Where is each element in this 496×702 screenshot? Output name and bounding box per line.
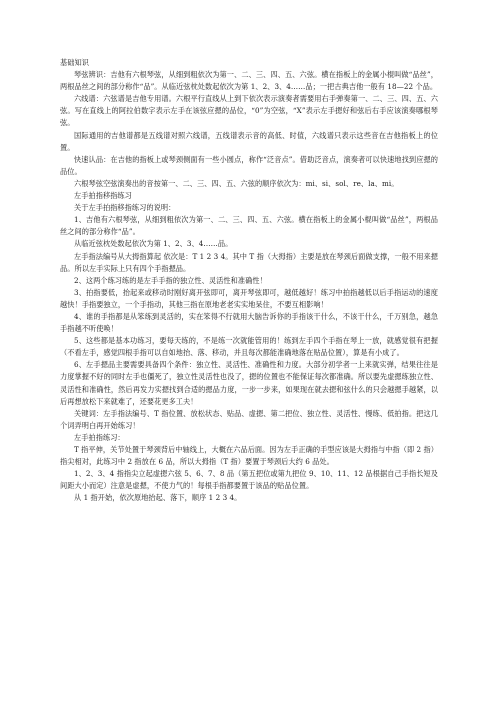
paragraph: 从 1 指开始，依次原地抬起、落下，顺序 1 2 3 4。	[74, 493, 242, 503]
paragraph: 左手拍指练习：	[74, 432, 125, 442]
paragraph: 左手拍指移指练习	[74, 191, 132, 201]
paragraph: 5、这些都是基本功练习，要每天练的，不是练一次就能管用的！练到左手四个手指在琴上一放，就感觉很有把握（不看左手，感觉四根手指可以自如地抬、落、移动，并且每次都能准确地落在贴品位置），算是有小成了。	[60, 336, 438, 358]
paragraph: 琴弦辨识：吉他有六根琴弦，从细到粗依次为第一、二、三、四、五、六弦。横在指板上的金属小棍叫做“品丝”，两根品丝之间的部分称作“品”。从临近弦枕处数起依次为第 1、2、3、4……品；一把古典吉他一般有 18—22 个品。	[60, 70, 438, 92]
paragraph: 6、左手摁品主要需要具备四个条件：独立性、灵活性、准确性和力度。大部分初学者一上来就实弹，结果往往是力度掌握不好的同时左手也僵死了，独立性灵活性也没了，摁的位置也不能保证每次都准确。所以要先虚摁练独立性、灵活性和准确性，然后再发力实摁找到合适的摁品力度，一步一步来，如果现在就去摁和弦什么的只会越摁手越紧，以后再想放松下来就难了，还要花更多工夫！	[60, 360, 438, 406]
paragraph: 4、谁的手指都是从笨练到灵活的，实在笨得不行就用大脑告诉你的手指该干什么，不该干什么，千万别急，越急手指越不听使唤！	[60, 311, 438, 334]
paragraph: 六根琴弦空弦演奏出的音按第一、二、三、四、五、六弦的顺序依次为：mi、si、sol、re、la、mi。	[74, 178, 399, 188]
paragraph: 国际通用的吉他谱都是五线谱对照六线谱，五线谱表示音的高低、时值，六线谱只表示这些音在吉他指板上的位置。	[60, 130, 438, 152]
paragraph: T 指平伸，关节处置于琴颈背后中轴线上，大概在六品后面。因为左手正确的手型应该是大拇指与中指（即 2 指）指尖相对，此练习中 2 指放在 6 品，所以大拇指（T 指）要置于琴颈后大约 6 品处。	[60, 445, 438, 467]
paragraph: 3、拍指要低，抬起来或移动时刚好离开弦即可，离开琴弦即可，越低越好！练习中拍指越低以后手指运动的速度越快！手指要独立，一个手指动，其他三指在原地老老实实地呆住，不要互相影响！	[60, 287, 438, 309]
paragraph: 从临近弦枕处数起依次为第 1、2、3、4……品。	[74, 239, 233, 249]
section-heading: 基础知识	[60, 58, 89, 67]
paragraph: 关于左手拍指移指练习的说明：	[74, 203, 176, 213]
paragraph: 左手指法编号从大拇指算起 依次是：T 1 2 3 4。其中 T 指（大拇指）主要是放在琴颈后面做支撑，一般不用来摁品。所以左手实际上只有四个手指摁品。	[60, 251, 438, 273]
paragraph: 六线谱：六弦谱是吉他专用谱。六根平行直线从上到下依次表示演奏者需要用右手弹奏第一、二、三、四、五、六弦。写在直线上的阿拉伯数字表示左手在该弦应摁的品位，“0”为空弦，“X”表示左手摁好和弦后右手应该演奏哪根琴弦。	[60, 94, 438, 128]
paragraph: 快速认品：在吉他的指板上或琴颈侧面有一些小圆点，称作“泛音点”。借助泛音点，演奏者可以快速地找到应摁的品位。	[60, 154, 438, 176]
paragraph: 1、吉他有六根琴弦，从细到粗依次为第一、二、三、四、五、六弦。横在指板上的金属小棍叫做“品丝”，两根品丝之间的部分称作“品”。	[60, 215, 438, 237]
paragraph: 关键词：左手指法编号、T 指位置、放松状态、贴品、虚摁、第二把位、独立性、灵活性、慢练、低拍指。把这几个词弄明白再开始练习！	[60, 408, 438, 430]
paragraph: 1、2、3、4 指指尖立起虚摁六弦 5、6、7、8 品（第五把位或第九把位 9、10、11、12 品根据自己手指长短及间距大小而定）注意是虚摁，不使力气的！每根手指都要置于该品的贴品位置。	[60, 469, 438, 491]
paragraph: 2、这两个练习练的是左手手指的独立性、灵活性和准确性！	[74, 275, 267, 285]
document-page	[60, 57, 438, 504]
